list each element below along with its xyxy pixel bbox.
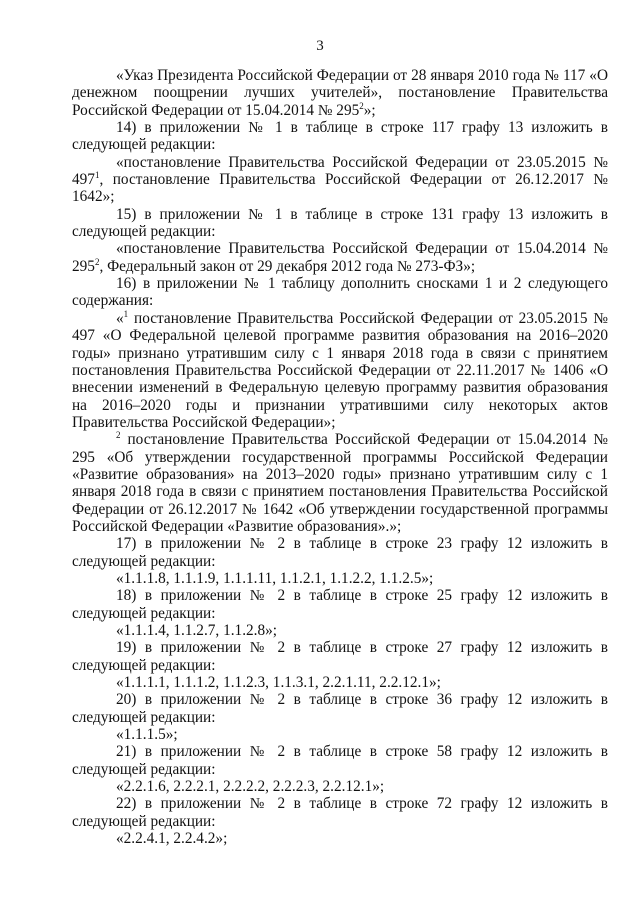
paragraph	[72, 310, 608, 431]
paragraph-text: 15) в приложении № 1 в таблице в строке 131 графу 13 изложить в следующей редакции:	[72, 205, 608, 241]
footnote-marker: 2	[116, 430, 121, 441]
paragraph-text: 21) в приложении № 2 в таблице в строке 58 графу 12 изложить в следующей редакции:	[72, 743, 608, 778]
paragraph	[72, 778, 608, 795]
footnote-marker: 1	[123, 308, 129, 319]
paragraph	[72, 431, 608, 535]
paragraph-text: 16) в приложении № 1 таблицу дополнить сносками 1 и 2 следующего содержания:	[72, 275, 608, 310]
paragraph-text: 19) в приложении № 2 в таблице в строке 27 графу 12 изложить в следующей редакции:	[72, 639, 608, 674]
paragraph-text: «Указ Президента Российской Федерации от 28 января 2010 года № 117 «О денежном поощрении лучших учителей», постановление Правительства Российской Федерации от 15.04.2014 № 295	[72, 67, 608, 119]
paragraph	[72, 587, 608, 622]
paragraph	[72, 639, 608, 674]
paragraph	[72, 674, 608, 691]
document-body	[72, 67, 608, 847]
paragraph	[72, 154, 608, 206]
paragraph-text: «1.1.1.5»;	[116, 726, 178, 744]
paragraph	[72, 691, 608, 726]
paragraph-text-tail: , постановление Правительства Российской Федерации от 26.12.2017 № 1642»;	[72, 171, 608, 206]
footnote-marker: 2	[94, 256, 100, 267]
paragraph-text: «2.2.1.6, 2.2.2.1, 2.2.2.2, 2.2.2.3, 2.2.12.1»;	[116, 778, 385, 796]
paragraph	[72, 119, 608, 154]
footnote-marker: 2	[359, 100, 364, 111]
paragraph-text: «1.1.1.8, 1.1.1.9, 1.1.1.11, 1.1.2.1, 1.1.2.2, 1.1.2.5»;	[116, 569, 434, 587]
paragraph-text-tail: постановление Правительства Российской Федерации от 23.05.2015 № 497 «О Федеральной целевой программе развития образования на 2016–2020 годы» признано утратившим силу с 1 января 2018 года в связи с принятием постановления Правительства Российской Федерации от 22.11.2017 № 1406 «О внесении изменений в Федеральную целевую программу развития образования на 2016–2020 годы и признании утратившими силу некоторых актов Правительства Российской Федерации»;	[72, 309, 608, 431]
paragraph	[72, 67, 608, 119]
paragraph-text-tail: , Федеральный закон от 29 декабря 2012 года № 273-ФЗ»;	[99, 257, 476, 275]
paragraph-text: 17) в приложении № 2 в таблице в строке 23 графу 12 изложить в следующей редакции:	[72, 535, 608, 570]
paragraph	[72, 535, 608, 570]
paragraph	[72, 275, 608, 310]
paragraph	[72, 795, 608, 830]
paragraph-text: 20) в приложении № 2 в таблице в строке 36 графу 12 изложить в следующей редакции:	[72, 691, 608, 726]
paragraph-text: «постановление Правительства Российской Федерации от 15.04.2014 № 295	[72, 240, 608, 275]
paragraph-text-tail: »;	[363, 101, 376, 119]
footnote-marker: 1	[94, 170, 100, 181]
paragraph	[72, 726, 608, 743]
paragraph-text: «2.2.4.1, 2.2.4.2»;	[116, 830, 228, 848]
paragraph-text: «	[116, 309, 124, 327]
paragraph	[72, 206, 608, 241]
paragraph-text: «1.1.1.1, 1.1.1.2, 1.1.2.3, 1.1.3.1, 2.2.1.11, 2.2.12.1»;	[116, 674, 441, 692]
paragraph	[72, 743, 608, 778]
paragraph	[72, 622, 608, 639]
paragraph-text: 22) в приложении № 2 в таблице в строке 72 графу 12 изложить в следующей редакции:	[72, 795, 608, 830]
paragraph	[72, 570, 608, 587]
paragraph	[72, 830, 608, 847]
paragraph-text-tail: постановление Правительства Российской Федерации от 15.04.2014 № 295 «Об утверждении государственной программы Российской Федерации «Развитие образования» на 2013–2020 годы» признано утратившим силу с 1 января 2018 года в связи с принятием постановления Правительства Российской Федерации от 26.12.2017 № 1642 «Об утверждении государственной программы Российской Федерации «Развитие образования».»;	[72, 431, 608, 535]
paragraph-text: 18) в приложении № 2 в таблице в строке 25 графу 12 изложить в следующей редакции:	[72, 587, 608, 622]
paragraph-text: 14) в приложении № 1 в таблице в строке 117 графу 13 изложить в следующей редакции:	[72, 119, 608, 154]
paragraph	[72, 240, 608, 275]
paragraph-text: «постановление Правительства Российской Федерации от 23.05.2015 № 497	[72, 153, 608, 189]
page-number: 3	[316, 38, 324, 54]
paragraph-text: «1.1.1.4, 1.1.2.7, 1.1.2.8»;	[116, 622, 278, 639]
